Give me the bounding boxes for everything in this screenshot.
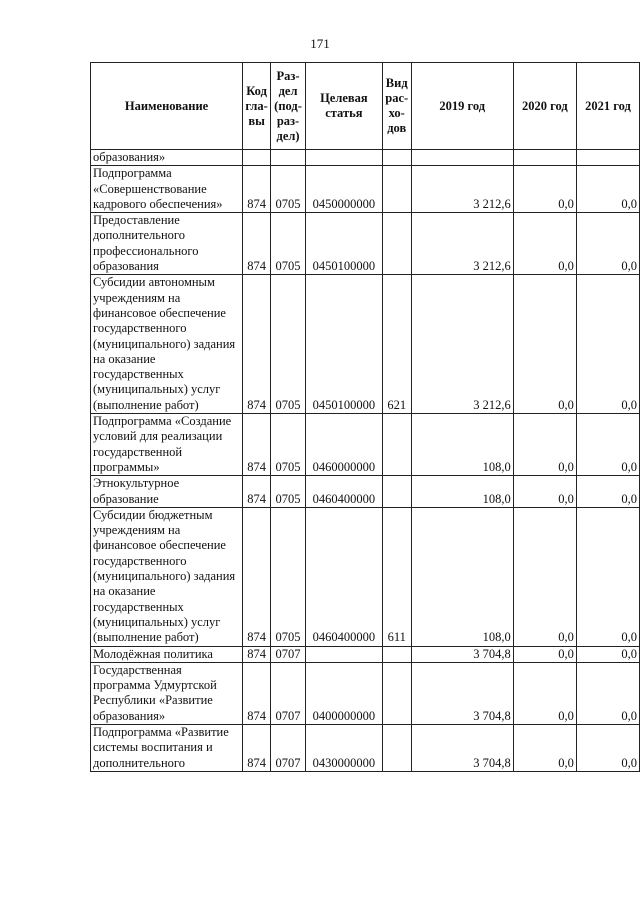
cell-2021: 0,0: [576, 275, 639, 414]
cell-section: [271, 150, 306, 166]
cell-2019: 3 704,8: [411, 724, 513, 771]
page-number: 171: [310, 36, 330, 51]
cell-2019: 108,0: [411, 476, 513, 508]
cell-chapter-code: 874: [243, 166, 271, 213]
cell-2020: 0,0: [513, 646, 576, 662]
table-row: [91, 166, 640, 213]
cell-name: Подпрограмма «Развитие системы воспитания и дополнительного: [91, 724, 243, 771]
cell-expense-type: [382, 414, 411, 476]
header-target-article: Целевая статья: [306, 63, 383, 150]
cell-expense-type: [382, 476, 411, 508]
cell-expense-type: [382, 150, 411, 166]
cell-2021: 0,0: [576, 724, 639, 771]
cell-2019: 108,0: [411, 507, 513, 646]
cell-target-article: 0460400000: [306, 476, 383, 508]
header-2020: 2020 год: [513, 63, 576, 150]
cell-2021: [576, 150, 639, 166]
cell-section: 0707: [271, 724, 306, 771]
cell-chapter-code: 874: [243, 662, 271, 724]
cell-target-article: 0460400000: [306, 507, 383, 646]
cell-2020: [513, 150, 576, 166]
cell-target-article: 0450000000: [306, 166, 383, 213]
cell-name: Субсидии автономным учреждениям на финансовое обеспечение государственного (муниципального) задания на оказание государственных (муниципальных) услуг (выполнение работ): [91, 275, 243, 414]
cell-expense-type: 611: [382, 507, 411, 646]
header-chapter-code: Код гла- вы: [243, 63, 271, 150]
cell-2020: 0,0: [513, 166, 576, 213]
cell-target-article: 0450100000: [306, 275, 383, 414]
cell-expense-type: [382, 213, 411, 275]
cell-2019: 3 704,8: [411, 662, 513, 724]
cell-expense-type: 621: [382, 275, 411, 414]
cell-2019: 3 212,6: [411, 213, 513, 275]
cell-2019: 3 212,6: [411, 166, 513, 213]
cell-section: 0707: [271, 662, 306, 724]
header-expense-type: Вид рас- хо- дов: [382, 63, 411, 150]
header-name: Наименование: [91, 63, 243, 150]
cell-chapter-code: [243, 150, 271, 166]
cell-2021: 0,0: [576, 166, 639, 213]
cell-name: Предоставление дополнительного профессионального образования: [91, 213, 243, 275]
cell-chapter-code: 874: [243, 507, 271, 646]
cell-name: Подпрограмма «Создание условий для реализации государственной программы»: [91, 414, 243, 476]
cell-target-article: [306, 646, 383, 662]
header-row: [91, 63, 640, 150]
table-row: [91, 414, 640, 476]
cell-section: 0705: [271, 275, 306, 414]
cell-2021: 0,0: [576, 646, 639, 662]
cell-target-article: 0400000000: [306, 662, 383, 724]
cell-2019: [411, 150, 513, 166]
cell-target-article: [306, 150, 383, 166]
cell-name: Подпрограмма «Совершенствование кадрового обеспечения»: [91, 166, 243, 213]
cell-section: 0705: [271, 507, 306, 646]
cell-2020: 0,0: [513, 213, 576, 275]
cell-2019: 3 212,6: [411, 275, 513, 414]
table-row: [91, 213, 640, 275]
cell-2020: 0,0: [513, 662, 576, 724]
table-row: [91, 507, 640, 646]
table-row: [91, 275, 640, 414]
cell-chapter-code: 874: [243, 476, 271, 508]
cell-section: 0705: [271, 476, 306, 508]
table-body: [91, 150, 640, 772]
budget-table: [90, 62, 640, 772]
cell-2020: 0,0: [513, 275, 576, 414]
cell-target-article: 0460000000: [306, 414, 383, 476]
cell-section: 0707: [271, 646, 306, 662]
cell-2021: 0,0: [576, 507, 639, 646]
cell-expense-type: [382, 724, 411, 771]
header-section: Раз- дел (под- раз- дел): [271, 63, 306, 150]
cell-chapter-code: 874: [243, 275, 271, 414]
table-row: [91, 476, 640, 508]
cell-section: 0705: [271, 414, 306, 476]
cell-2020: 0,0: [513, 724, 576, 771]
cell-section: 0705: [271, 166, 306, 213]
cell-chapter-code: 874: [243, 213, 271, 275]
cell-expense-type: [382, 166, 411, 213]
cell-chapter-code: 874: [243, 724, 271, 771]
cell-name: образования»: [91, 150, 243, 166]
cell-2020: 0,0: [513, 476, 576, 508]
cell-chapter-code: 874: [243, 646, 271, 662]
cell-chapter-code: 874: [243, 414, 271, 476]
cell-section: 0705: [271, 213, 306, 275]
cell-name: Субсидии бюджетным учреждениям на финансовое обеспечение государственного (муниципального) задания на оказание государственных (муниципальных) услуг (выполнение работ): [91, 507, 243, 646]
table-row: [91, 724, 640, 771]
cell-name: Государственная программа Удмуртской Республики «Развитие образования»: [91, 662, 243, 724]
cell-2019: 108,0: [411, 414, 513, 476]
table-row: [91, 150, 640, 166]
table-row: [91, 646, 640, 662]
header-2021: 2021 год: [576, 63, 639, 150]
cell-2019: 3 704,8: [411, 646, 513, 662]
cell-expense-type: [382, 662, 411, 724]
cell-name: Молодёжная политика: [91, 646, 243, 662]
cell-target-article: 0450100000: [306, 213, 383, 275]
cell-2020: 0,0: [513, 414, 576, 476]
cell-2021: 0,0: [576, 476, 639, 508]
header-2019: 2019 год: [411, 63, 513, 150]
cell-name: Этнокультурное образование: [91, 476, 243, 508]
cell-2021: 0,0: [576, 662, 639, 724]
cell-expense-type: [382, 646, 411, 662]
table-row: [91, 662, 640, 724]
cell-2020: 0,0: [513, 507, 576, 646]
cell-2021: 0,0: [576, 414, 639, 476]
cell-target-article: 0430000000: [306, 724, 383, 771]
cell-2021: 0,0: [576, 213, 639, 275]
